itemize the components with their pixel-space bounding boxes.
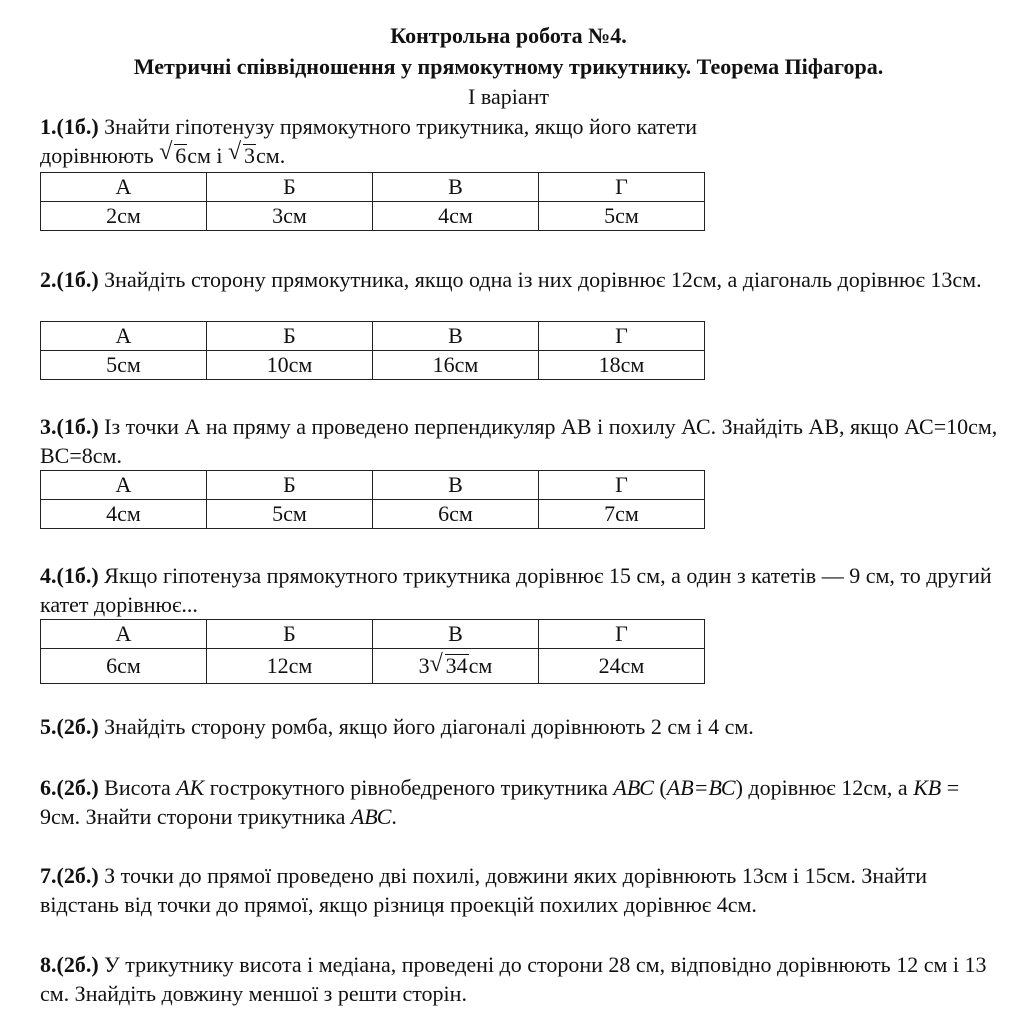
option-value: 7см: [539, 500, 705, 529]
table-row: [41, 471, 705, 500]
question-7-text: З точки до прямої проведено дві похилі, довжини яких дорівнюють 13см і 15см. Знайти відстань від точки до прямої, якщо різниця проекцій похилих дорівнює 4см.: [40, 863, 928, 917]
option-value: 24см: [539, 649, 705, 684]
table-row: [41, 351, 705, 380]
question-1: 1.(1б.) Знайти гіпотенузу прямокутного трикутника, якщо його катети дорівнюють √ 6см і √ 3см.: [40, 114, 698, 168]
option-value: 4см: [41, 500, 207, 529]
option-value: 4см: [373, 202, 539, 231]
variable-abc: АВС: [613, 775, 654, 800]
option-header: В: [373, 322, 539, 351]
question-6: 6.(2б.) Висота АК гострокутного рівнобедреного трикутника АВС (АВ=ВС) дорівнює 12см, а КВ = 9см. Знайти сторони трикутника АВС.: [40, 775, 960, 829]
option-header: А: [41, 173, 207, 202]
question-3-number: 3.(1б.): [40, 414, 99, 439]
table-row: [41, 649, 705, 684]
option-header: Б: [207, 620, 373, 649]
table-row: [41, 322, 705, 351]
option-value: 5см: [207, 500, 373, 529]
option-value-sqrt: 3 √ 34см: [373, 649, 539, 684]
question-4-text: Якщо гіпотенуза прямокутного трикутника дорівнює 15 см, а один з катетів — 9 см, то другий катет дорівнює...: [40, 563, 992, 617]
sqrt-expression: √ 3: [228, 139, 256, 168]
table-row: [41, 500, 705, 529]
question-8-number: 8.(2б.): [40, 952, 99, 977]
option-header: Г: [539, 471, 705, 500]
question-5-text: Знайдіть сторону ромба, якщо його діагоналі дорівнюють 2 см і 4 см.: [104, 714, 754, 739]
question-4: [40, 561, 1000, 619]
test-subtitle: Метричні співвідношення у прямокутному трикутнику. Теорема Піфагора.: [133, 54, 884, 79]
answer-table-1: [40, 172, 705, 231]
option-value: 5см: [539, 202, 705, 231]
variant-label: І варіант: [468, 84, 549, 109]
sqrt-expression: √ 34: [429, 651, 468, 678]
question-2-number: 2.(1б.): [40, 267, 99, 292]
question-1-number: 1.(1б.): [40, 114, 99, 139]
question-3: [40, 412, 1000, 470]
variable-ak: АК: [176, 775, 205, 800]
variable-kb: КВ: [913, 775, 942, 800]
option-header: А: [41, 620, 207, 649]
option-value: 5см: [41, 351, 207, 380]
question-1-text-line2: дорівнюють: [40, 143, 154, 168]
option-header: Г: [539, 173, 705, 202]
option-value: 6см: [373, 500, 539, 529]
question-8-text: У трикутнику висота і медіана, проведені до сторони 28 см, відповідно дорівнюють 12 см і 13 см. Знайдіть довжину меншої з решти сторін.: [40, 952, 987, 1006]
question-7: [40, 861, 1000, 919]
option-header: Б: [207, 173, 373, 202]
option-header: Г: [539, 322, 705, 351]
question-8: [40, 950, 1000, 1008]
answer-table-4: [40, 619, 705, 684]
question-5: [40, 712, 1000, 741]
radical-sign-icon: √: [429, 651, 443, 677]
option-header: Б: [207, 471, 373, 500]
option-value: 2см: [41, 202, 207, 231]
option-header: А: [41, 471, 207, 500]
radical-sign-icon: √: [159, 139, 173, 165]
option-header: В: [373, 471, 539, 500]
radical-sign-icon: √: [228, 139, 242, 165]
option-header: Б: [207, 322, 373, 351]
sqrt-expression: √ 6: [159, 139, 187, 168]
question-3-text: Із точки А на пряму а проведено перпендикуляр АВ і похилу АС. Знайдіть АВ, якщо АС=10см, ВС=8см.: [40, 414, 998, 468]
option-value: 10см: [207, 351, 373, 380]
question-1-text: Знайти гіпотенузу прямокутного трикутника, якщо його катети: [104, 114, 698, 139]
question-5-number: 5.(2б.): [40, 714, 99, 739]
option-value: 18см: [539, 351, 705, 380]
table-row: [41, 620, 705, 649]
option-value: 12см: [207, 649, 373, 684]
option-header: В: [373, 173, 539, 202]
question-2: [40, 265, 1000, 294]
test-title: Контрольна робота №4.: [390, 23, 627, 48]
answer-table-2: [40, 321, 705, 380]
option-value: 3см: [207, 202, 373, 231]
question-4-number: 4.(1б.): [40, 563, 99, 588]
option-header: В: [373, 620, 539, 649]
option-value: 6см: [41, 649, 207, 684]
table-row: [41, 202, 705, 231]
answer-table-3: [40, 470, 705, 529]
question-2-text: Знайдіть сторону прямокутника, якщо одна із них дорівнює 12см, а діагональ дорівнює 13см.: [104, 267, 982, 292]
question-7-number: 7.(2б.): [40, 863, 99, 888]
variable-abc: АВС: [350, 804, 392, 829]
variable-ab-bc: АВ=ВС: [666, 775, 736, 800]
option-header: Г: [539, 620, 705, 649]
question-6-number: 6.(2б.): [40, 775, 99, 800]
table-row: [41, 173, 705, 202]
option-header: А: [41, 322, 207, 351]
option-value: 16см: [373, 351, 539, 380]
